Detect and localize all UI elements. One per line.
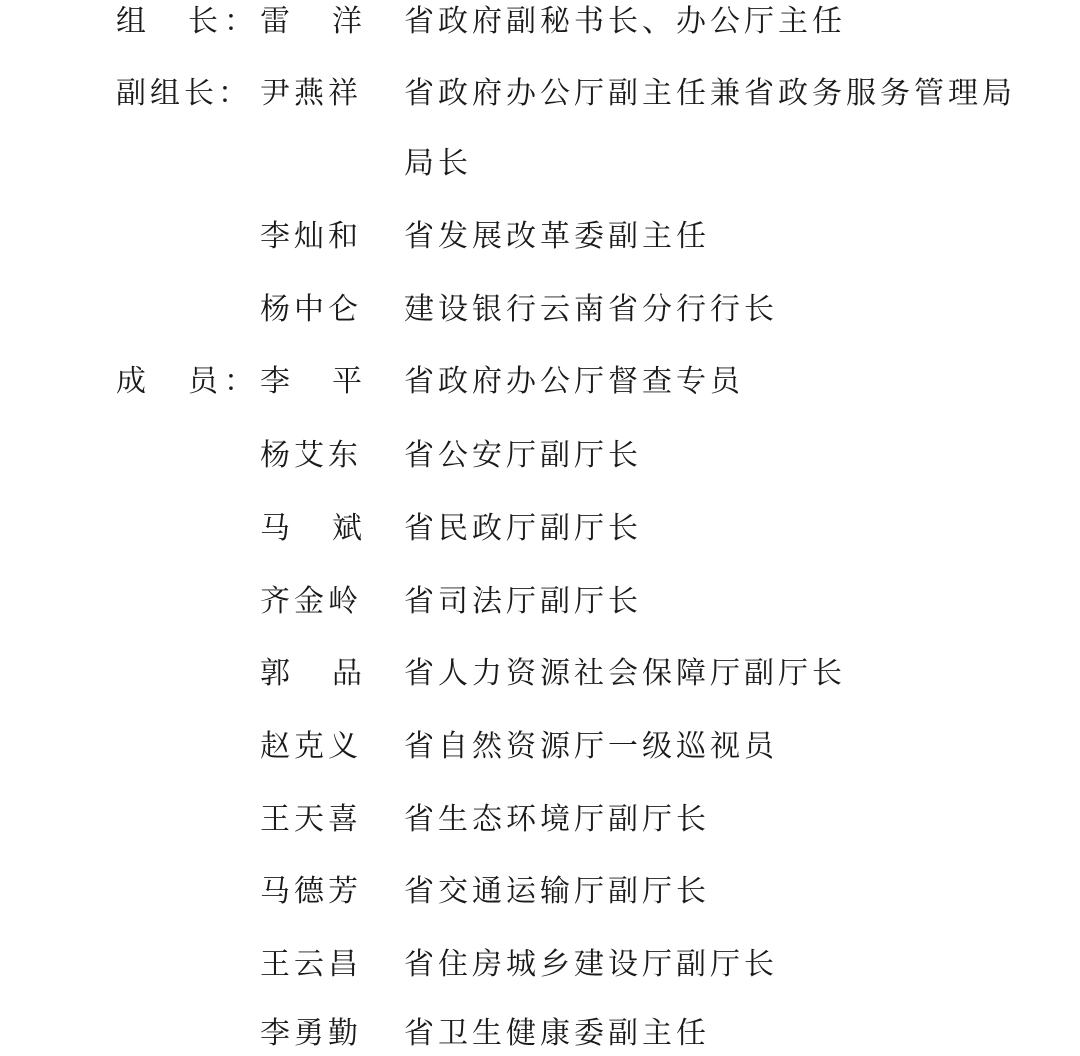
role-char: 长 xyxy=(188,4,218,39)
name-char: 李 xyxy=(260,364,290,399)
member-name: 李勇勤 xyxy=(260,1016,362,1051)
member-title: 省政府副秘书长、办公厅主任 xyxy=(404,4,846,39)
member-title: 省公安厅副厅长 xyxy=(404,438,642,473)
role-label-members xyxy=(116,360,256,404)
member-title: 省民政厅副厅长 xyxy=(404,511,642,546)
member-name: 杨艾东 xyxy=(260,438,362,473)
role-label-leader xyxy=(116,0,256,44)
member-title: 建设银行云南省分行行长 xyxy=(404,292,778,327)
member-name: 王天喜 xyxy=(260,802,362,837)
name-char: 斌 xyxy=(332,511,362,546)
name-char: 郭 xyxy=(260,656,290,691)
role-colon: ： xyxy=(224,4,254,39)
member-name: 李灿和 xyxy=(260,219,362,254)
member-title: 省自然资源厅一级巡视员 xyxy=(404,729,778,764)
role-char: 成 xyxy=(116,364,146,399)
member-title: 省发展改革委副主任 xyxy=(404,219,710,254)
member-name xyxy=(260,507,380,551)
member-name xyxy=(260,360,380,404)
member-name: 齐金岭 xyxy=(260,584,362,619)
name-char: 品 xyxy=(332,656,362,691)
member-name: 马德芳 xyxy=(260,874,362,909)
member-name: 尹燕祥 xyxy=(260,76,362,111)
role-char: 员 xyxy=(188,364,218,399)
member-name: 王云昌 xyxy=(260,947,362,982)
member-title: 省政府办公厅督查专员 xyxy=(404,364,744,399)
member-title: 省政府办公厅副主任兼省政务服务管理局 xyxy=(404,76,1016,111)
member-title: 省生态环境厅副厅长 xyxy=(404,802,710,837)
member-name xyxy=(260,652,380,696)
member-title: 省卫生健康委副主任 xyxy=(404,1016,710,1051)
name-char: 雷 xyxy=(260,4,290,39)
member-name: 赵克义 xyxy=(260,729,362,764)
name-char: 平 xyxy=(332,364,362,399)
name-char: 马 xyxy=(260,511,290,546)
member-title: 省交通运输厅副厅长 xyxy=(404,874,710,909)
member-name: 杨中仑 xyxy=(260,292,362,327)
role-label-deputy-leader: 副组长： xyxy=(116,76,252,111)
role-colon: ： xyxy=(224,364,254,399)
member-title: 省人力资源社会保障厅副厅长 xyxy=(404,656,846,691)
member-name xyxy=(260,0,380,44)
member-title: 局长 xyxy=(404,146,472,181)
member-title: 省住房城乡建设厅副厅长 xyxy=(404,947,778,982)
role-char: 组 xyxy=(116,4,146,39)
member-title: 省司法厅副厅长 xyxy=(404,584,642,619)
name-char: 洋 xyxy=(332,4,362,39)
